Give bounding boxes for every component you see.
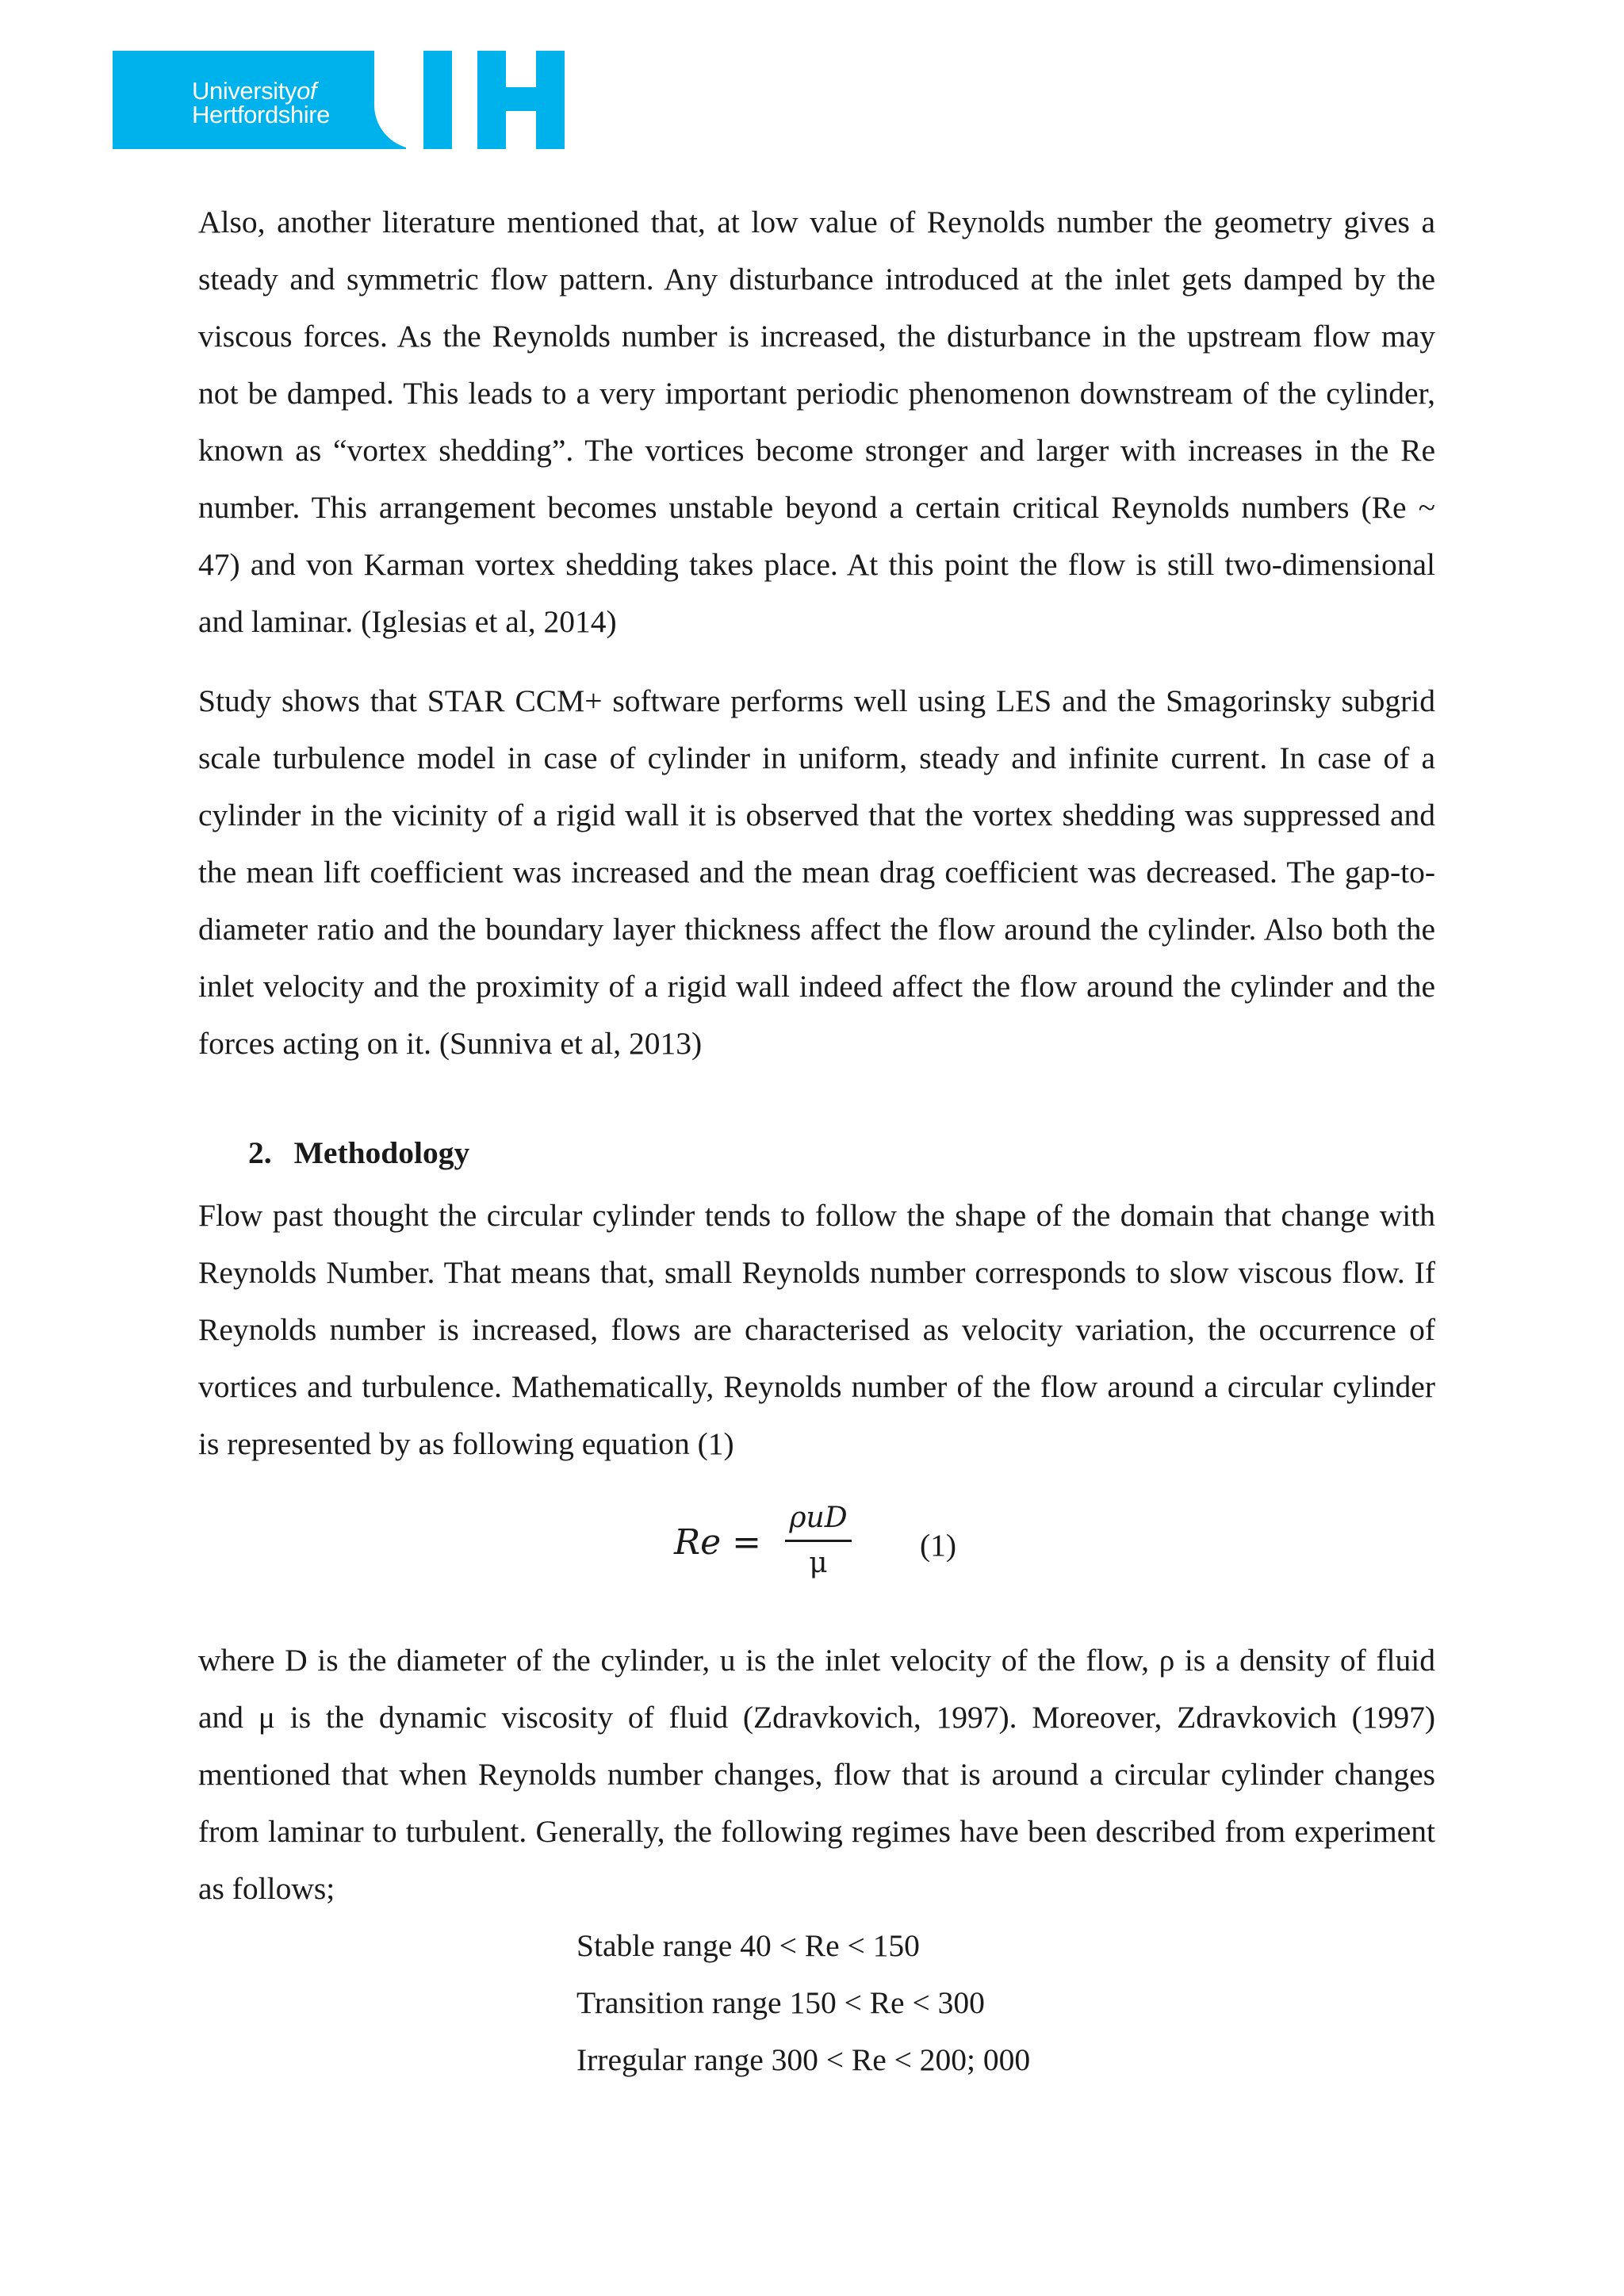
reynolds-equation [674,1498,991,1601]
regimes-list [576,1917,1030,2088]
paragraph-star-ccm: Study shows that STAR CCM+ software performs well using LES and the Smagorinsky subgrid scale turbulence model in case of cylinder in uniform, steady and infinite current. In case of a cylinder in the vicinity of a rigid wall it is observed that the vortex shedding was suppressed and the mean lift coefficient was increased and the mean drag coefficient was decreased. The gap-to-diameter ratio and the boundary layer thickness affect the flow around the cylinder. Also both the inlet velocity and the proximity of a rigid wall indeed affect the flow around the cylinder and the forces acting on it. (Sunniva et al, 2013) [198,683,1435,1061]
equation-fraction [785,1498,852,1582]
equation-label: (1) [920,1528,957,1563]
paragraph-vortex-shedding: Also, another literature mentioned that, at low value of Reynolds number the geometry gives a steady and symmetric flow pattern. Any disturbance introduced at the inlet gets damped by the viscous forces. As the Reynolds number is increased, the disturbance in the upstream flow may not be damped. This leads to a very important periodic phenomenon downstream of the cylinder, known as “vortex shedding”. The vortices become stronger and larger with increases in the Re number. This arrangement becomes unstable beyond a certain critical Reynolds numbers (Re ~ 47) and von Karman vortex shedding takes place. At this point the flow is still two-dimensional and laminar. (Iglesias et al, 2014) [198,205,1435,639]
logo-wordmark [192,79,477,127]
logo-line1-italic: of [297,77,317,105]
fraction-bar [785,1540,852,1542]
section-heading [248,1124,469,1181]
logo-line1: University [192,77,297,105]
section-title: Methodology [293,1135,470,1170]
logo-line2: Hertfordshire [192,101,330,128]
equation-numerator: ρuD [789,1502,848,1534]
regime-transition: Transition range 150 < Re < 300 [576,1985,985,2020]
regime-stable: Stable range 40 < Re < 150 [576,1928,920,1963]
university-logo [113,51,565,149]
equation-lhs: Re = [674,1522,762,1563]
paragraph-methodology-definitions: where D is the diameter of the cylinder, u is the inlet velocity of the flow, ρ is a density of fluid and μ is the dynamic viscosity of fluid (Zdravkovich, 1997). Moreover, Zdravkovich (1997) mentioned that when Reynolds number changes, flow that is around a circular cylinder changes from laminar to turbulent. Generally, the following regimes have been described from experiment as follows; [198,1643,1435,1906]
logo-h-letter [477,51,565,149]
section-number: 2. [248,1135,272,1170]
regime-irregular: Irregular range 300 < Re < 200; 000 [576,2042,1031,2077]
paragraph-methodology-intro: Flow past thought the circular cylinder tends to follow the shape of the domain that change with Reynolds Number. That means that, small Reynolds number corresponds to slow viscous flow. If Reynolds number is increased, flows are characterised as velocity variation, the occurrence of vortices and turbulence. Mathematically, Reynolds number of the flow around a circular cylinder is represented by as following equation (1) [198,1198,1435,1461]
equation-denominator: μ [809,1547,828,1579]
